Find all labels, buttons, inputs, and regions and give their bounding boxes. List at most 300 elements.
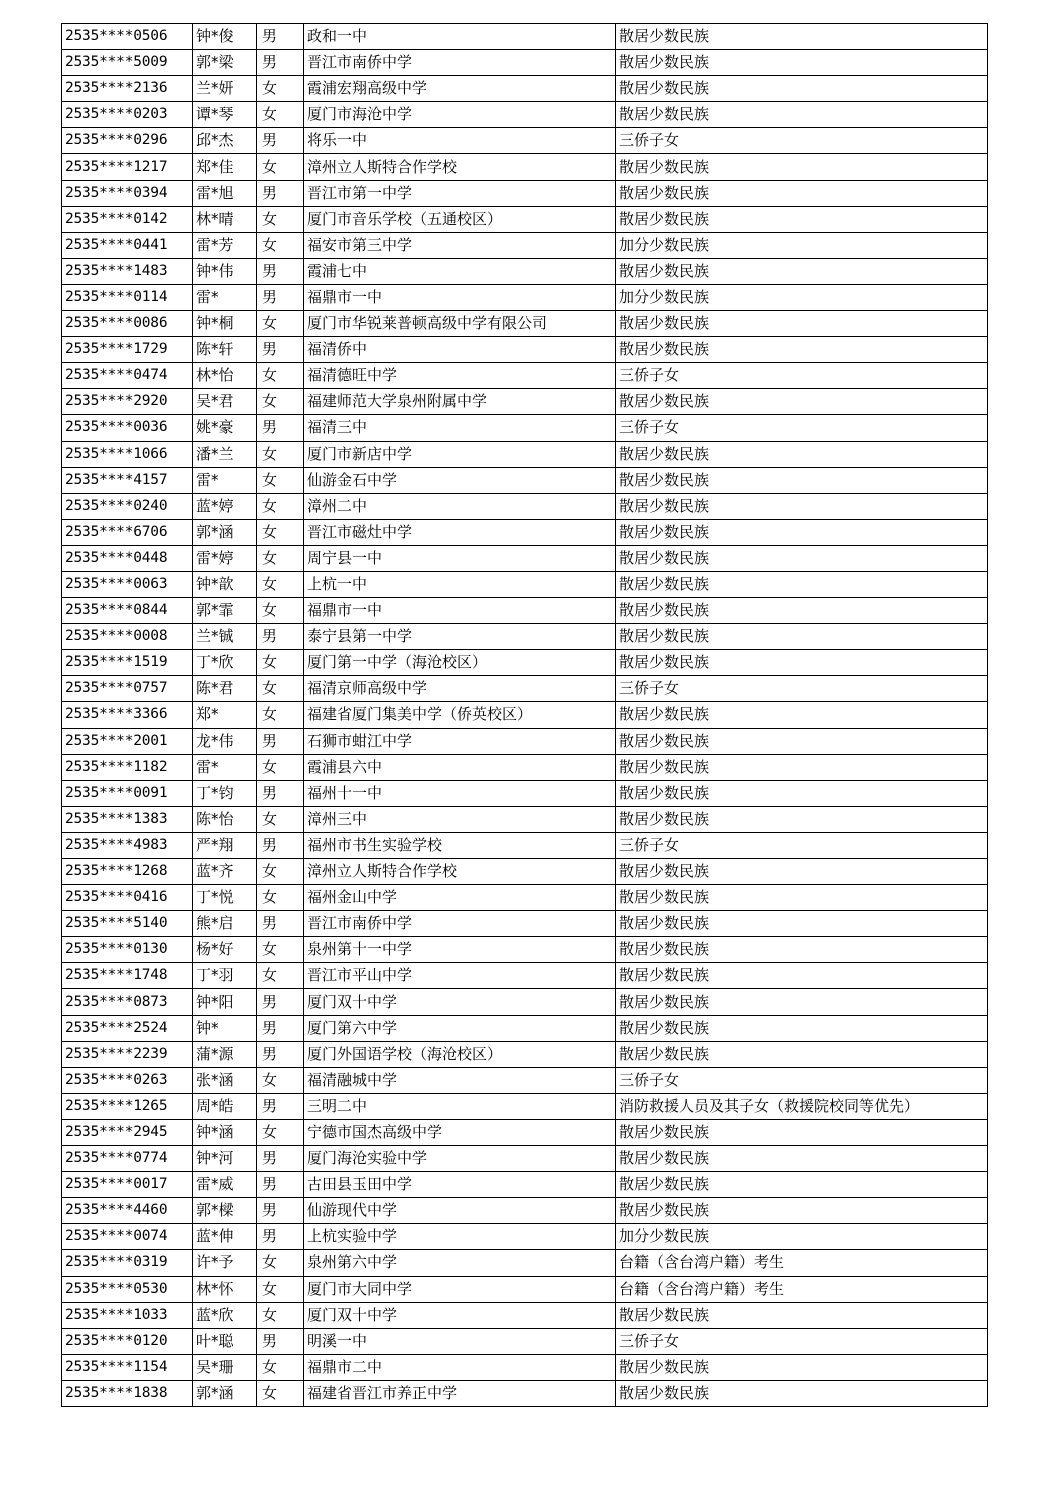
school-cell: 福建省厦门集美中学（侨英校区） — [304, 702, 616, 728]
gender-cell: 女 — [257, 102, 304, 128]
gender-cell: 女 — [257, 937, 304, 963]
exam-id-cell: 2535****1033 — [62, 1302, 193, 1328]
category-cell: 散居少数民族 — [616, 467, 988, 493]
table-row — [62, 441, 988, 467]
gender-cell: 女 — [257, 963, 304, 989]
gender-cell: 男 — [257, 180, 304, 206]
category-cell: 散居少数民族 — [616, 1172, 988, 1198]
gender-cell: 女 — [257, 1380, 304, 1406]
exam-id-cell: 2535****0074 — [62, 1224, 193, 1250]
school-cell: 福清融城中学 — [304, 1067, 616, 1093]
exam-id-cell: 2535****0130 — [62, 937, 193, 963]
table-row — [62, 389, 988, 415]
table-row — [62, 519, 988, 545]
name-cell: 兰*铖 — [193, 624, 257, 650]
table-row — [62, 1302, 988, 1328]
school-cell: 厦门双十中学 — [304, 1302, 616, 1328]
table-row — [62, 415, 988, 441]
gender-cell: 女 — [257, 806, 304, 832]
name-cell: 郭*霏 — [193, 598, 257, 624]
category-cell: 三侨子女 — [616, 676, 988, 702]
table-row — [62, 1041, 988, 1067]
exam-id-cell: 2535****1383 — [62, 806, 193, 832]
category-cell: 加分少数民族 — [616, 232, 988, 258]
exam-id-cell: 2535****1217 — [62, 154, 193, 180]
category-cell: 散居少数民族 — [616, 754, 988, 780]
category-cell: 散居少数民族 — [616, 50, 988, 76]
name-cell: 蓝*伸 — [193, 1224, 257, 1250]
category-cell: 散居少数民族 — [616, 624, 988, 650]
table-row — [62, 76, 988, 102]
name-cell: 龙*伟 — [193, 728, 257, 754]
category-cell: 三侨子女 — [616, 832, 988, 858]
school-cell: 晋江市南侨中学 — [304, 50, 616, 76]
table-row — [62, 363, 988, 389]
name-cell: 杨*好 — [193, 937, 257, 963]
gender-cell: 男 — [257, 128, 304, 154]
table-row — [62, 232, 988, 258]
category-cell: 三侨子女 — [616, 415, 988, 441]
category-cell: 散居少数民族 — [616, 545, 988, 571]
gender-cell: 男 — [257, 284, 304, 310]
category-cell: 散居少数民族 — [616, 963, 988, 989]
category-cell: 散居少数民族 — [616, 389, 988, 415]
school-cell: 霞浦县六中 — [304, 754, 616, 780]
table-row — [62, 598, 988, 624]
name-cell: 钟*桐 — [193, 311, 257, 337]
name-cell: 丁*悦 — [193, 885, 257, 911]
school-cell: 上杭实验中学 — [304, 1224, 616, 1250]
school-cell: 厦门市新店中学 — [304, 441, 616, 467]
exam-id-cell: 2535****0474 — [62, 363, 193, 389]
exam-id-cell: 2535****6706 — [62, 519, 193, 545]
category-cell: 加分少数民族 — [616, 1224, 988, 1250]
gender-cell: 女 — [257, 1276, 304, 1302]
school-cell: 晋江市磁灶中学 — [304, 519, 616, 545]
table-row — [62, 859, 988, 885]
category-cell: 散居少数民族 — [616, 154, 988, 180]
exam-id-cell: 2535****0263 — [62, 1067, 193, 1093]
gender-cell: 男 — [257, 989, 304, 1015]
gender-cell: 男 — [257, 415, 304, 441]
exam-id-cell: 2535****1265 — [62, 1093, 193, 1119]
category-cell: 散居少数民族 — [616, 1015, 988, 1041]
gender-cell: 女 — [257, 519, 304, 545]
table-row — [62, 702, 988, 728]
category-cell: 三侨子女 — [616, 1328, 988, 1354]
table-row — [62, 1328, 988, 1354]
table-row — [62, 206, 988, 232]
exam-id-cell: 2535****0142 — [62, 206, 193, 232]
exam-id-cell: 2535****2136 — [62, 76, 193, 102]
name-cell: 熊*启 — [193, 911, 257, 937]
exam-id-cell: 2535****1748 — [62, 963, 193, 989]
category-cell: 散居少数民族 — [616, 859, 988, 885]
name-cell: 周*皓 — [193, 1093, 257, 1119]
school-cell: 厦门市大同中学 — [304, 1276, 616, 1302]
name-cell: 谭*琴 — [193, 102, 257, 128]
table-row — [62, 284, 988, 310]
category-cell: 散居少数民族 — [616, 1354, 988, 1380]
exam-id-cell: 2535****5140 — [62, 911, 193, 937]
school-cell: 仙游现代中学 — [304, 1198, 616, 1224]
table-row — [62, 258, 988, 284]
category-cell: 台籍（含台湾户籍）考生 — [616, 1250, 988, 1276]
table-row — [62, 1380, 988, 1406]
school-cell: 漳州立人斯特合作学校 — [304, 154, 616, 180]
name-cell: 陈*轩 — [193, 337, 257, 363]
table-row — [62, 311, 988, 337]
table-row — [62, 780, 988, 806]
category-cell: 散居少数民族 — [616, 441, 988, 467]
exam-id-cell: 2535****2920 — [62, 389, 193, 415]
gender-cell: 女 — [257, 545, 304, 571]
gender-cell: 女 — [257, 650, 304, 676]
gender-cell: 女 — [257, 363, 304, 389]
name-cell: 丁*欣 — [193, 650, 257, 676]
name-cell: 蓝*齐 — [193, 859, 257, 885]
exam-id-cell: 2535****1729 — [62, 337, 193, 363]
exam-id-cell: 2535****0120 — [62, 1328, 193, 1354]
exam-id-cell: 2535****0441 — [62, 232, 193, 258]
name-cell: 郭*梁 — [193, 50, 257, 76]
gender-cell: 女 — [257, 1067, 304, 1093]
school-cell: 石狮市蚶江中学 — [304, 728, 616, 754]
table-row — [62, 128, 988, 154]
name-cell: 钟* — [193, 1015, 257, 1041]
category-cell: 散居少数民族 — [616, 1119, 988, 1145]
school-cell: 厦门海沧实验中学 — [304, 1146, 616, 1172]
name-cell: 严*翔 — [193, 832, 257, 858]
gender-cell: 男 — [257, 1146, 304, 1172]
table-row — [62, 180, 988, 206]
table-row — [62, 154, 988, 180]
gender-cell: 女 — [257, 76, 304, 102]
gender-cell: 女 — [257, 885, 304, 911]
table-row — [62, 1067, 988, 1093]
school-cell: 漳州三中 — [304, 806, 616, 832]
category-cell: 三侨子女 — [616, 128, 988, 154]
school-cell: 将乐一中 — [304, 128, 616, 154]
gender-cell: 女 — [257, 754, 304, 780]
exam-id-cell: 2535****0394 — [62, 180, 193, 206]
gender-cell: 女 — [257, 389, 304, 415]
name-cell: 兰*妍 — [193, 76, 257, 102]
name-cell: 雷* — [193, 467, 257, 493]
name-cell: 钟*河 — [193, 1146, 257, 1172]
category-cell: 散居少数民族 — [616, 1146, 988, 1172]
exam-id-cell: 2535****2239 — [62, 1041, 193, 1067]
name-cell: 吴*君 — [193, 389, 257, 415]
gender-cell: 男 — [257, 24, 304, 50]
exam-id-cell: 2535****1483 — [62, 258, 193, 284]
name-cell: 陈*君 — [193, 676, 257, 702]
name-cell: 许*予 — [193, 1250, 257, 1276]
category-cell: 散居少数民族 — [616, 258, 988, 284]
table-row — [62, 806, 988, 832]
gender-cell: 男 — [257, 1015, 304, 1041]
table-row — [62, 832, 988, 858]
school-cell: 晋江市第一中学 — [304, 180, 616, 206]
exam-id-cell: 2535****0319 — [62, 1250, 193, 1276]
gender-cell: 女 — [257, 441, 304, 467]
school-cell: 宁德市国杰高级中学 — [304, 1119, 616, 1145]
table-row — [62, 650, 988, 676]
gender-cell: 女 — [257, 206, 304, 232]
table-row — [62, 545, 988, 571]
gender-cell: 男 — [257, 1093, 304, 1119]
category-cell: 散居少数民族 — [616, 311, 988, 337]
school-cell: 漳州立人斯特合作学校 — [304, 859, 616, 885]
category-cell: 散居少数民族 — [616, 519, 988, 545]
category-cell: 台籍（含台湾户籍）考生 — [616, 1276, 988, 1302]
gender-cell: 男 — [257, 1198, 304, 1224]
gender-cell: 女 — [257, 598, 304, 624]
exam-id-cell: 2535****0448 — [62, 545, 193, 571]
gender-cell: 女 — [257, 859, 304, 885]
exam-id-cell: 2535****0530 — [62, 1276, 193, 1302]
exam-id-cell: 2535****0506 — [62, 24, 193, 50]
name-cell: 潘*兰 — [193, 441, 257, 467]
name-cell: 丁*钧 — [193, 780, 257, 806]
school-cell: 福安市第三中学 — [304, 232, 616, 258]
exam-id-cell: 2535****4157 — [62, 467, 193, 493]
school-cell: 霞浦七中 — [304, 258, 616, 284]
category-cell: 散居少数民族 — [616, 885, 988, 911]
school-cell: 福清三中 — [304, 415, 616, 441]
table-row — [62, 1146, 988, 1172]
table-row — [62, 1354, 988, 1380]
category-cell: 散居少数民族 — [616, 702, 988, 728]
school-cell: 福州十一中 — [304, 780, 616, 806]
exam-id-cell: 2535****1519 — [62, 650, 193, 676]
category-cell: 散居少数民族 — [616, 728, 988, 754]
exam-id-cell: 2535****1182 — [62, 754, 193, 780]
name-cell: 郑* — [193, 702, 257, 728]
exam-id-cell: 2535****4983 — [62, 832, 193, 858]
name-cell: 郭*涵 — [193, 519, 257, 545]
exam-id-cell: 2535****2524 — [62, 1015, 193, 1041]
school-cell: 福州市书生实验学校 — [304, 832, 616, 858]
school-cell: 福清京师高级中学 — [304, 676, 616, 702]
category-cell: 散居少数民族 — [616, 24, 988, 50]
school-cell: 晋江市南侨中学 — [304, 911, 616, 937]
exam-id-cell: 2535****2001 — [62, 728, 193, 754]
exam-id-cell: 2535****0240 — [62, 493, 193, 519]
name-cell: 蓝*婷 — [193, 493, 257, 519]
table-row — [62, 337, 988, 363]
exam-id-cell: 2535****0086 — [62, 311, 193, 337]
exam-id-cell: 2535****0296 — [62, 128, 193, 154]
name-cell: 蒲*源 — [193, 1041, 257, 1067]
category-cell: 消防救援人员及其子女（救援院校同等优先） — [616, 1093, 988, 1119]
name-cell: 钟*涵 — [193, 1119, 257, 1145]
table-row — [62, 937, 988, 963]
exam-id-cell: 2535****0036 — [62, 415, 193, 441]
name-cell: 郭*涵 — [193, 1380, 257, 1406]
exam-id-cell: 2535****3366 — [62, 702, 193, 728]
school-cell: 福清侨中 — [304, 337, 616, 363]
exam-id-cell: 2535****1838 — [62, 1380, 193, 1406]
school-cell: 霞浦宏翔高级中学 — [304, 76, 616, 102]
table-row — [62, 1093, 988, 1119]
category-cell: 散居少数民族 — [616, 1041, 988, 1067]
school-cell: 周宁县一中 — [304, 545, 616, 571]
gender-cell: 女 — [257, 1302, 304, 1328]
exam-id-cell: 2535****5009 — [62, 50, 193, 76]
name-cell: 吴*珊 — [193, 1354, 257, 1380]
table-row — [62, 50, 988, 76]
name-cell: 林*怀 — [193, 1276, 257, 1302]
school-cell: 福鼎市一中 — [304, 284, 616, 310]
gender-cell: 男 — [257, 1328, 304, 1354]
category-cell: 散居少数民族 — [616, 780, 988, 806]
name-cell: 郑*佳 — [193, 154, 257, 180]
gender-cell: 男 — [257, 1041, 304, 1067]
category-cell: 散居少数民族 — [616, 598, 988, 624]
school-cell: 厦门外国语学校（海沧校区） — [304, 1041, 616, 1067]
category-cell: 散居少数民族 — [616, 650, 988, 676]
exam-id-cell: 2535****0063 — [62, 571, 193, 597]
school-cell: 政和一中 — [304, 24, 616, 50]
gender-cell: 男 — [257, 832, 304, 858]
school-cell: 泉州第十一中学 — [304, 937, 616, 963]
school-cell: 福建师范大学泉州附属中学 — [304, 389, 616, 415]
gender-cell: 女 — [257, 571, 304, 597]
exam-id-cell: 2535****0008 — [62, 624, 193, 650]
exam-id-cell: 2535****0091 — [62, 780, 193, 806]
name-cell: 雷* — [193, 754, 257, 780]
exam-id-cell: 2535****4460 — [62, 1198, 193, 1224]
category-cell: 散居少数民族 — [616, 180, 988, 206]
name-cell: 陈*怡 — [193, 806, 257, 832]
school-cell: 明溪一中 — [304, 1328, 616, 1354]
school-cell: 福清德旺中学 — [304, 363, 616, 389]
exam-id-cell: 2535****0416 — [62, 885, 193, 911]
category-cell: 散居少数民族 — [616, 571, 988, 597]
table-row — [62, 911, 988, 937]
school-cell: 上杭一中 — [304, 571, 616, 597]
category-cell: 散居少数民族 — [616, 337, 988, 363]
name-cell: 叶*聪 — [193, 1328, 257, 1354]
gender-cell: 女 — [257, 676, 304, 702]
name-cell: 雷* — [193, 284, 257, 310]
table-row — [62, 989, 988, 1015]
name-cell: 林*怡 — [193, 363, 257, 389]
gender-cell: 女 — [257, 467, 304, 493]
category-cell: 散居少数民族 — [616, 1380, 988, 1406]
table-row — [62, 728, 988, 754]
table-row — [62, 1198, 988, 1224]
table-row — [62, 24, 988, 50]
gender-cell: 女 — [257, 232, 304, 258]
exam-id-cell: 2535****0114 — [62, 284, 193, 310]
gender-cell: 女 — [257, 154, 304, 180]
category-cell: 散居少数民族 — [616, 911, 988, 937]
category-cell: 加分少数民族 — [616, 284, 988, 310]
name-cell: 钟*歆 — [193, 571, 257, 597]
school-cell: 漳州二中 — [304, 493, 616, 519]
gender-cell: 男 — [257, 1172, 304, 1198]
table-row — [62, 493, 988, 519]
exam-id-cell: 2535****1154 — [62, 1354, 193, 1380]
gender-cell: 男 — [257, 780, 304, 806]
table-row — [62, 754, 988, 780]
gender-cell: 男 — [257, 911, 304, 937]
gender-cell: 男 — [257, 50, 304, 76]
school-cell: 厦门市华锐莱普顿高级中学有限公司 — [304, 311, 616, 337]
category-cell: 散居少数民族 — [616, 493, 988, 519]
school-cell: 厦门市海沧中学 — [304, 102, 616, 128]
table-row — [62, 1276, 988, 1302]
name-cell: 雷*婷 — [193, 545, 257, 571]
name-cell: 雷*威 — [193, 1172, 257, 1198]
table-row — [62, 571, 988, 597]
exam-id-cell: 2535****0203 — [62, 102, 193, 128]
name-cell: 蓝*欣 — [193, 1302, 257, 1328]
gender-cell: 男 — [257, 728, 304, 754]
exam-id-cell: 2535****0017 — [62, 1172, 193, 1198]
gender-cell: 男 — [257, 1224, 304, 1250]
school-cell: 福州金山中学 — [304, 885, 616, 911]
school-cell: 仙游金石中学 — [304, 467, 616, 493]
category-cell: 散居少数民族 — [616, 206, 988, 232]
gender-cell: 男 — [257, 337, 304, 363]
exam-id-cell: 2535****1268 — [62, 859, 193, 885]
school-cell: 厦门第一中学（海沧校区） — [304, 650, 616, 676]
gender-cell: 女 — [257, 493, 304, 519]
table-row — [62, 1250, 988, 1276]
name-cell: 郭*樑 — [193, 1198, 257, 1224]
table-row — [62, 102, 988, 128]
gender-cell: 女 — [257, 1119, 304, 1145]
name-cell: 雷*芳 — [193, 232, 257, 258]
school-cell: 福鼎市一中 — [304, 598, 616, 624]
school-cell: 三明二中 — [304, 1093, 616, 1119]
category-cell: 散居少数民族 — [616, 1302, 988, 1328]
category-cell: 散居少数民族 — [616, 102, 988, 128]
table-row — [62, 1015, 988, 1041]
name-cell: 姚*豪 — [193, 415, 257, 441]
school-cell: 福鼎市二中 — [304, 1354, 616, 1380]
school-cell: 厦门第六中学 — [304, 1015, 616, 1041]
category-cell: 散居少数民族 — [616, 76, 988, 102]
exam-id-cell: 2535****2945 — [62, 1119, 193, 1145]
roster-table-body — [62, 24, 988, 1407]
table-row — [62, 1172, 988, 1198]
gender-cell: 女 — [257, 311, 304, 337]
category-cell: 散居少数民族 — [616, 937, 988, 963]
exam-id-cell: 2535****0757 — [62, 676, 193, 702]
school-cell: 厦门双十中学 — [304, 989, 616, 1015]
name-cell: 钟*阳 — [193, 989, 257, 1015]
school-cell: 泉州第六中学 — [304, 1250, 616, 1276]
name-cell: 林*晴 — [193, 206, 257, 232]
school-cell: 晋江市平山中学 — [304, 963, 616, 989]
gender-cell: 男 — [257, 258, 304, 284]
exam-id-cell: 2535****0873 — [62, 989, 193, 1015]
table-row — [62, 1224, 988, 1250]
name-cell: 邱*杰 — [193, 128, 257, 154]
school-cell: 福建省晋江市养正中学 — [304, 1380, 616, 1406]
gender-cell: 女 — [257, 1250, 304, 1276]
category-cell: 散居少数民族 — [616, 989, 988, 1015]
roster-table — [61, 23, 988, 1407]
school-cell: 泰宁县第一中学 — [304, 624, 616, 650]
table-row — [62, 1119, 988, 1145]
category-cell: 散居少数民族 — [616, 806, 988, 832]
category-cell: 三侨子女 — [616, 363, 988, 389]
